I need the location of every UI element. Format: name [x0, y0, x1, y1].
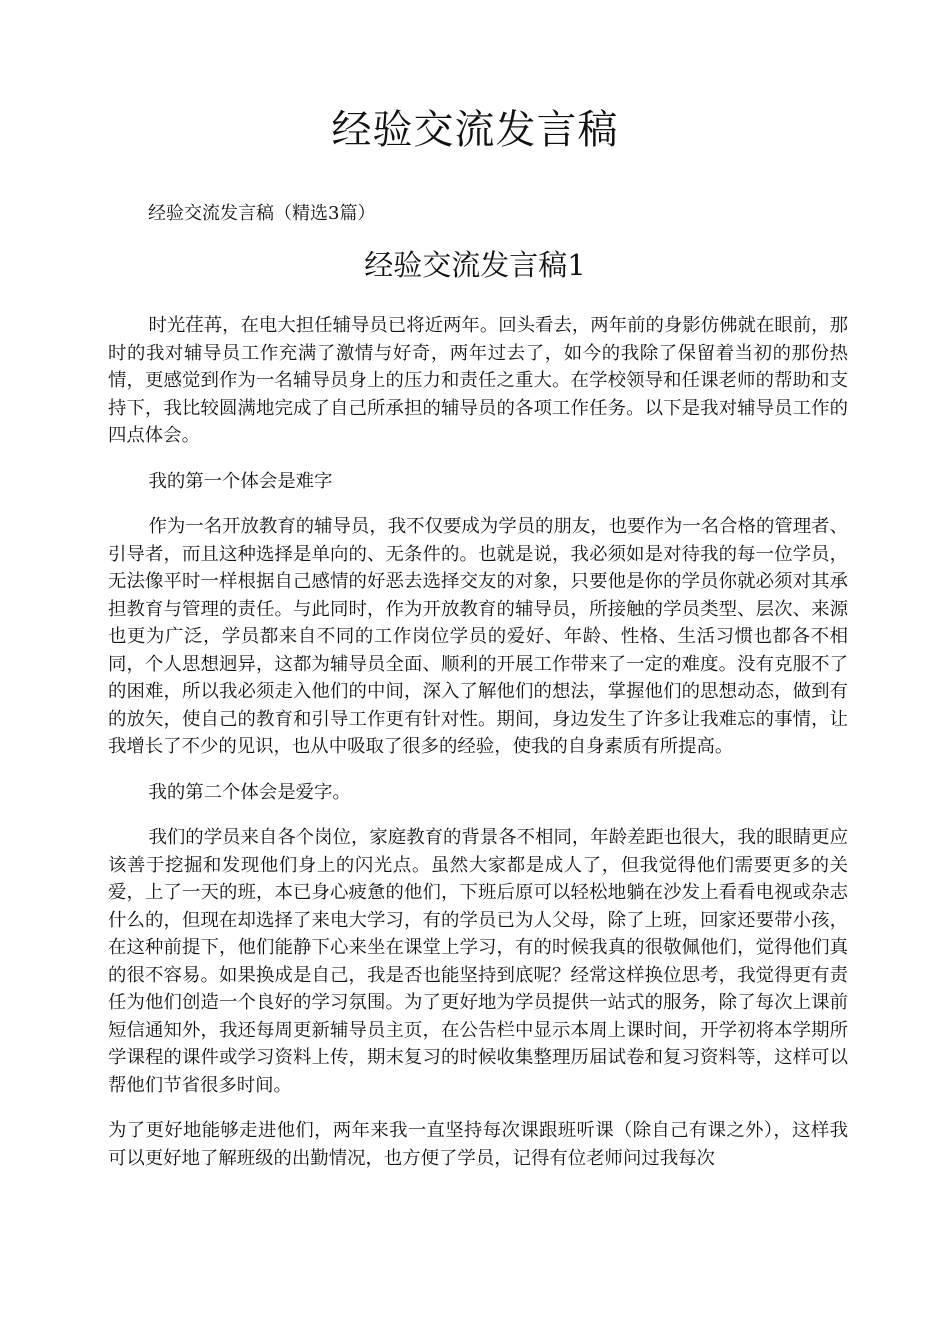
- document-title: 经验交流发言稿: [331, 107, 619, 153]
- document-body: [108, 312, 848, 1190]
- paragraph-intro: 时光荏苒，在电大担任辅导员已将近两年。回头看去，两年前的身影仿佛就在眼前，那时的我对辅导员工作充满了激情与好奇，两年过去了，如今的我除了保留着当初的那份热情，更感觉到作为一名辅导员身上的压力和责任之重大。在学校领导和任课老师的帮助和支持下，我比较圆满地完成了自己所承担的辅导员的各项工作任务。以下是我对辅导员工作的四点体会。: [108, 315, 848, 446]
- paragraph-heading-second: 我的第二个体会是爱字。: [148, 781, 351, 803]
- paragraph-first-experience: 作为一名开放教育的辅导员，我不仅要成为学员的朋友，也要作为一名合格的管理者、引导者，而且这种选择是单向的、无条件的。也就是说，我必须如是对待我的每一位学员，无法像平时一样根据自己感情的好恶去选择交友的对象，只要他是你的学员你就必须对其承担教育与管理的责任。与此同时，作为开放教育的辅导员，所接触的学员类型、层次、来源也更为广泛，学员都来自不同的工作岗位学员的爱好、年龄、性格、生活习惯也都各不相同，个人思想迥异，这都为辅导员全面、顺利的开展工作带来了一定的难度。没有克服不了的困难，所以我必须走入他们的中间，深入了解他们的想法，掌握他们的思想动态，做到有的放矢，使自己的教育和引导工作更有针对性。期间，身边发生了许多让我难忘的事情，让我增长了不少的见识，也从中吸取了很多的经验，使我的自身素质有所提高。: [108, 516, 848, 757]
- paragraph-continued: 为了更好地能够走进他们，两年来我一直坚持每次课跟班听课（除自己有课之外），这样我可以更好地了解班级的出勤情况，也方便了学员，记得有位老师问过我每次: [108, 1120, 848, 1169]
- paragraph-second-experience: 我们的学员来自各个岗位，家庭教育的背景各不相同，年龄差距也很大，我的眼睛更应该善于挖掘和发现他们身上的闪光点。虽然大家都是成人了，但我觉得他们需要更多的关爱，上了一天的班，本已身心疲惫的他们，下班后原可以轻松地躺在沙发上看看电视或杂志什么的，但现在却选择了来电大学习，有的学员已为人父母，除了上班，回家还要带小孩，在这种前提下，他们能静下心来坐在课堂上学习，有的时候我真的很敬佩他们，觉得他们真的很不容易。如果换成是自己，我是否也能坚持到底呢？经常这样换位思考，我觉得更有责任为他们创造一个良好的学习氛围。为了更好地为学员提供一站式的服务，除了每次上课前短信通知外，我还每周更新辅导员主页，在公告栏中显示本周上课时间，开学初将本学期所学课程的课件或学习资料上传，期末复习的时候收集整理历届试卷和复习资料等，这样可以帮他们节省很多时间。: [108, 827, 848, 1096]
- document-subtitle: 经验交流发言稿（精选3篇）: [148, 203, 376, 224]
- paragraph-heading-first: 我的第一个体会是难字: [148, 470, 333, 492]
- section-title: 经验交流发言稿1: [364, 248, 586, 282]
